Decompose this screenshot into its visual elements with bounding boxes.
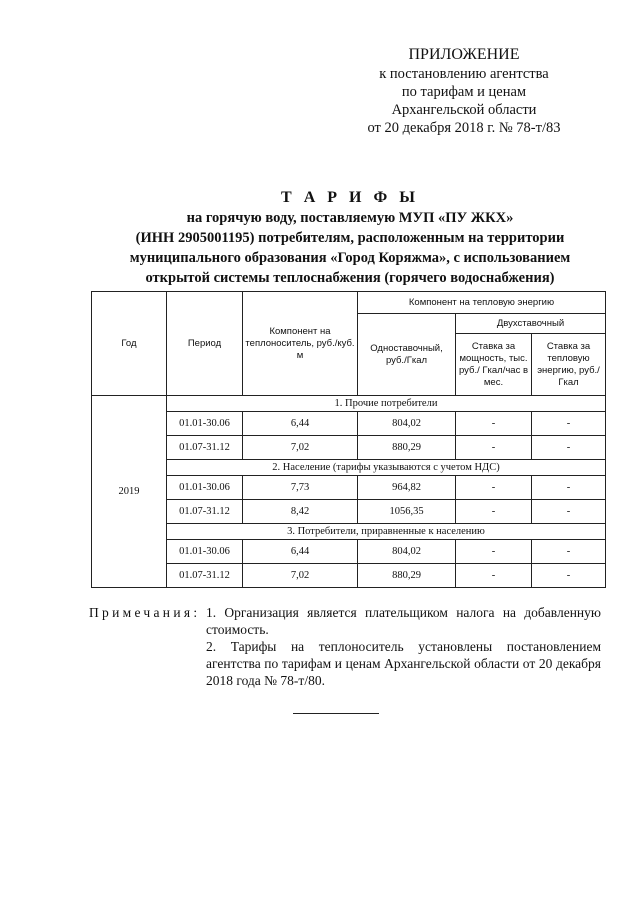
energy-rate-cell: - bbox=[532, 412, 606, 436]
single-rate-cell: 964,82 bbox=[358, 476, 456, 500]
header-year: Год bbox=[92, 292, 167, 396]
section-title: 2. Население (тарифы указываются с учетом НДС) bbox=[167, 460, 606, 476]
coolant-cell: 7,02 bbox=[243, 436, 358, 460]
title-line: муниципального образования «Город Коряжма», с использованием bbox=[129, 250, 571, 266]
table-row bbox=[92, 564, 606, 588]
annex-label: ПРИЛОЖЕНИЕ bbox=[408, 46, 520, 63]
notes-label: Примечания: bbox=[89, 605, 201, 620]
coolant-cell: 7,02 bbox=[243, 564, 358, 588]
energy-rate-cell: - bbox=[532, 476, 606, 500]
title-line: на горячую воду, поставляемую МУП «ПУ ЖКХ» bbox=[186, 210, 514, 226]
header-coolant: Компонент на теплоноситель, руб./куб. м bbox=[243, 292, 358, 396]
title-line: открытой системы теплоснабжения (горячего водоснабжения) bbox=[145, 270, 555, 286]
period-cell: 01.07-31.12 bbox=[167, 500, 243, 524]
period-cell: 01.01-30.06 bbox=[167, 476, 243, 500]
coolant-cell: 8,42 bbox=[243, 500, 358, 524]
signature-line bbox=[293, 713, 379, 714]
header-energy-rate: Ставка за тепловую энергию, руб./Гкал bbox=[532, 334, 606, 396]
table-row bbox=[92, 500, 606, 524]
table-row bbox=[92, 412, 606, 436]
power-rate-cell: - bbox=[456, 436, 532, 460]
single-rate-cell: 804,02 bbox=[358, 412, 456, 436]
title-line: (ИНН 2905001195) потребителям, расположенным на территории bbox=[135, 230, 565, 246]
header-single-rate: Одноставочный, руб./Гкал bbox=[358, 314, 456, 396]
annex-header bbox=[330, 44, 598, 137]
table-row bbox=[92, 540, 606, 564]
coolant-cell: 7,73 bbox=[243, 476, 358, 500]
title-tariffs: Т А Р И Ф Ы bbox=[281, 189, 419, 206]
coolant-cell: 6,44 bbox=[243, 412, 358, 436]
year-cell: 2019 bbox=[92, 396, 167, 588]
power-rate-cell: - bbox=[456, 476, 532, 500]
document-title bbox=[70, 188, 630, 288]
period-cell: 01.07-31.12 bbox=[167, 436, 243, 460]
tariff-table bbox=[91, 291, 606, 588]
header-period: Период bbox=[167, 292, 243, 396]
power-rate-cell: - bbox=[456, 412, 532, 436]
power-rate-cell: - bbox=[456, 564, 532, 588]
energy-rate-cell: - bbox=[532, 500, 606, 524]
annex-line: к постановлению агентства bbox=[379, 66, 549, 82]
header-two-rate: Двухставочный bbox=[456, 314, 606, 334]
energy-rate-cell: - bbox=[532, 436, 606, 460]
single-rate-cell: 804,02 bbox=[358, 540, 456, 564]
header-power-rate: Ставка за мощность, тыс. руб./ Гкал/час в мес. bbox=[456, 334, 532, 396]
table-row bbox=[92, 476, 606, 500]
single-rate-cell: 880,29 bbox=[358, 436, 456, 460]
power-rate-cell: - bbox=[456, 500, 532, 524]
power-rate-cell: - bbox=[456, 540, 532, 564]
annex-line: по тарифам и ценам bbox=[401, 84, 527, 100]
period-cell: 01.01-30.06 bbox=[167, 540, 243, 564]
section-title: 1. Прочие потребители bbox=[167, 396, 606, 412]
note-item: 2. Тарифы на теплоноситель установлены постановлением агентства по тарифам и ценам Архангельской области от 20 декабря 2018 года № 78-т/80. bbox=[206, 639, 601, 688]
single-rate-cell: 880,29 bbox=[358, 564, 456, 588]
period-cell: 01.07-31.12 bbox=[167, 564, 243, 588]
single-rate-cell: 1056,35 bbox=[358, 500, 456, 524]
energy-rate-cell: - bbox=[532, 564, 606, 588]
coolant-cell: 6,44 bbox=[243, 540, 358, 564]
section-title: 3. Потребители, приравненные к населению bbox=[167, 524, 606, 540]
annex-line: Архангельской области bbox=[391, 102, 537, 118]
table-row bbox=[92, 436, 606, 460]
annex-date-number: от 20 декабря 2018 г. № 78-т/83 bbox=[367, 120, 561, 136]
note-item: 1. Организация является плательщиком налога на добавленную стоимость. bbox=[206, 605, 601, 637]
energy-rate-cell: - bbox=[532, 540, 606, 564]
header-energy: Компонент на тепловую энергию bbox=[358, 292, 606, 314]
period-cell: 01.01-30.06 bbox=[167, 412, 243, 436]
